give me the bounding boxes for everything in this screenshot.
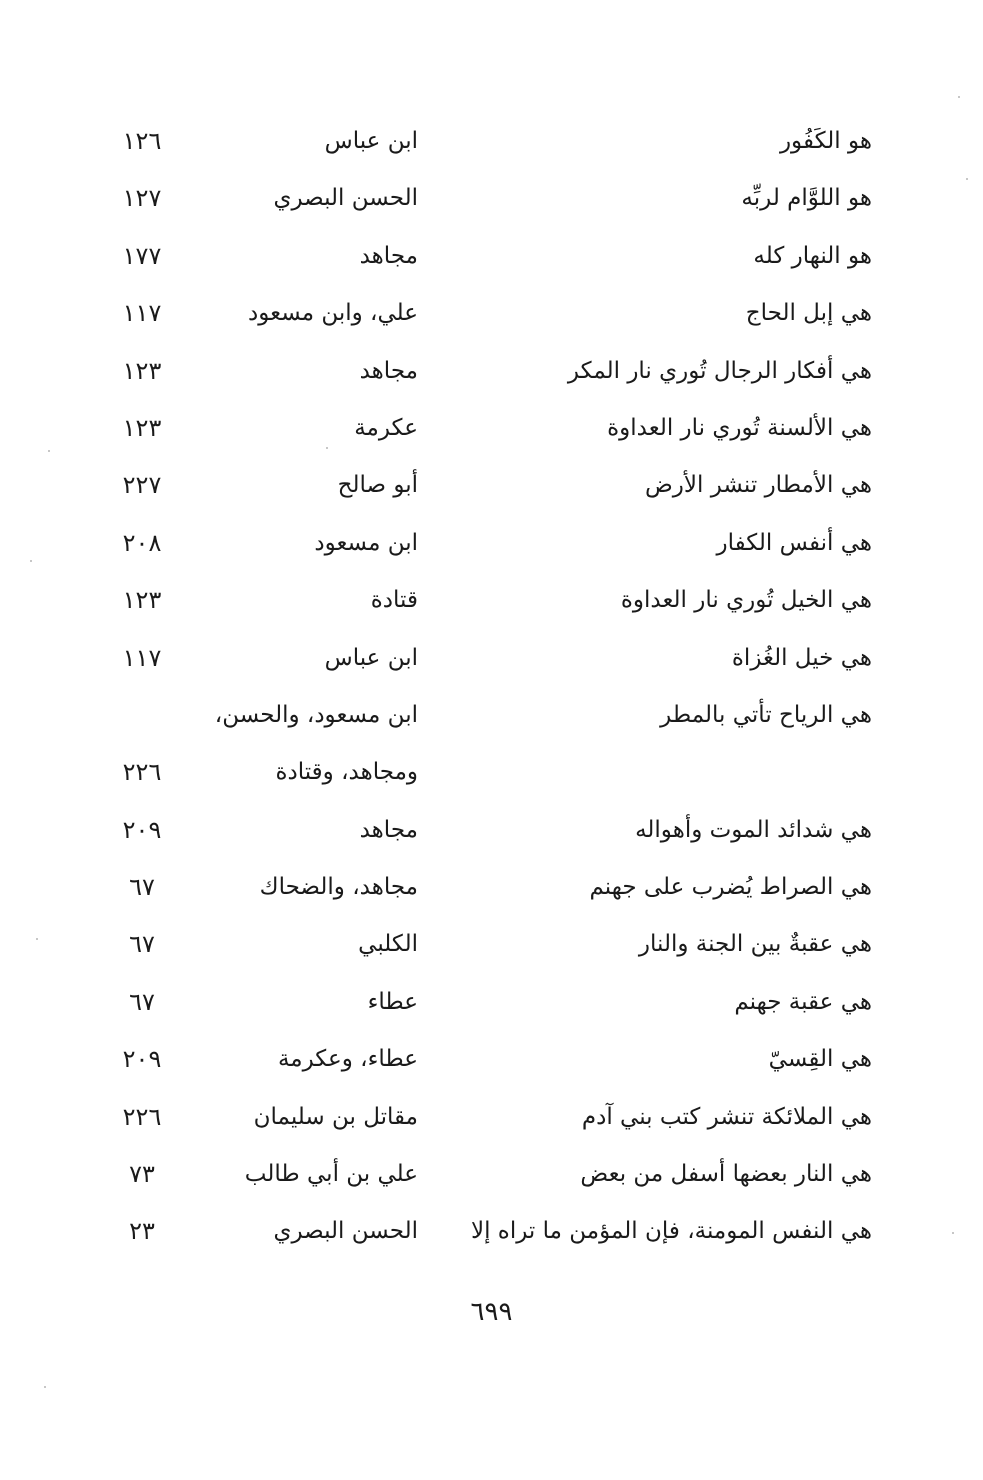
index-row <box>80 631 880 688</box>
index-narrator: ومجاهد، وقتادة <box>275 759 418 786</box>
index-narrator: قتادة <box>370 587 418 614</box>
index-row <box>80 286 880 343</box>
index-phrase: هي القِسيّ <box>768 1046 872 1073</box>
index-narrator: مجاهد <box>359 816 418 843</box>
page-number: ٦٩٩ <box>470 1297 513 1327</box>
index-phrase: هي عقبة جهنم <box>734 988 872 1015</box>
index-row <box>80 917 880 974</box>
index-phrase: هي أنفس الكفار <box>716 529 872 556</box>
index-row <box>80 975 880 1032</box>
index-row <box>80 171 880 228</box>
index-narrator: الحسن البصري <box>273 185 418 212</box>
index-page-ref: ٢٢٦ <box>122 1102 162 1131</box>
index-phrase: هي الملائكة تنشر كتب بني آدم <box>581 1103 872 1130</box>
index-table <box>80 114 880 1262</box>
index-row <box>80 401 880 458</box>
scan-speck <box>36 938 38 940</box>
index-page-ref: ١١٧ <box>122 299 162 328</box>
index-narrator: علي بن أبي طالب <box>244 1161 418 1188</box>
index-row <box>80 745 880 802</box>
index-phrase: هي النار بعضها أسفل من بعض <box>580 1161 872 1188</box>
index-page-ref: ٢٠٩ <box>122 815 162 844</box>
index-narrator: عطاء، وعكرمة <box>277 1046 418 1073</box>
scan-speck <box>952 1232 954 1234</box>
index-narrator: أبو صالح <box>337 472 418 499</box>
index-page-ref: ١٧٧ <box>122 241 162 270</box>
scan-speck <box>966 178 968 180</box>
index-narrator: ابن عباس <box>324 128 418 154</box>
index-phrase: هي الصراط يُضرب على جهنم <box>589 874 872 901</box>
index-row <box>80 1204 880 1261</box>
index-phrase: هي إبل الحاج <box>745 300 872 327</box>
index-phrase: هي عقبةٌ بين الجنة والنار <box>638 931 872 958</box>
index-page-ref: ٦٧ <box>129 987 155 1016</box>
index-phrase: هو الكَفُور <box>779 128 872 154</box>
index-page-ref: ٢٠٨ <box>122 528 162 557</box>
index-page-ref: ٦٧ <box>129 930 155 959</box>
index-narrator: علي، وابن مسعود <box>247 300 418 327</box>
scan-speck <box>48 450 50 452</box>
index-page-ref: ٢٣ <box>129 1217 155 1246</box>
index-phrase: هي الأمطار تنشر الأرض <box>644 472 872 499</box>
index-page-ref: ١١٧ <box>122 643 162 672</box>
index-row <box>80 860 880 917</box>
index-row <box>80 114 880 171</box>
index-page-ref: ١٢٣ <box>122 356 162 385</box>
index-phrase: هي الألسنة تُوري نار العداوة <box>607 414 872 441</box>
index-row <box>80 1032 880 1089</box>
scan-speck <box>30 560 32 562</box>
index-row <box>80 1090 880 1147</box>
index-narrator: مجاهد <box>359 357 418 384</box>
index-phrase: هي الرياح تأتي بالمطر <box>660 701 872 728</box>
scan-speck <box>326 447 328 449</box>
index-row <box>80 1147 880 1204</box>
index-row <box>80 573 880 630</box>
index-row <box>80 229 880 286</box>
index-page-ref: ١٢٧ <box>122 184 162 213</box>
index-narrator: مجاهد <box>359 242 418 269</box>
index-phrase: هي أفكار الرجال تُوري نار المكر <box>567 357 872 384</box>
index-phrase: هي الخيل تُوري نار العداوة <box>620 587 872 614</box>
index-narrator: ابن عباس <box>324 644 418 671</box>
scan-speck <box>44 1386 46 1388</box>
index-narrator: مقاتل بن سليمان <box>253 1103 418 1130</box>
index-page-ref: ٢٢٦ <box>122 758 162 787</box>
index-narrator: ابن مسعود، والحسن، <box>214 701 418 728</box>
index-page-ref: ١٢٣ <box>122 586 162 615</box>
index-narrator: عكرمة <box>354 414 418 441</box>
index-page-ref: ٧٣ <box>129 1160 155 1189</box>
index-row <box>80 344 880 401</box>
index-narrator: عطاء <box>367 988 418 1015</box>
index-row <box>80 516 880 573</box>
index-phrase: هو اللوَّام لربِّه <box>741 185 872 212</box>
index-phrase: هي شدائد الموت وأهواله <box>635 816 872 843</box>
index-row <box>80 688 880 745</box>
index-page-ref: ١٢٦ <box>122 127 162 155</box>
index-row <box>80 458 880 515</box>
index-page-ref: ٢٢٧ <box>122 471 162 500</box>
index-row <box>80 803 880 860</box>
index-narrator: ابن مسعود <box>314 529 418 556</box>
index-narrator: الحسن البصري <box>273 1218 418 1245</box>
index-page-ref: ٦٧ <box>129 873 155 902</box>
scan-speck <box>958 96 960 98</box>
index-narrator: مجاهد، والضحاك <box>259 874 418 901</box>
index-phrase: هي خيل الغُزاة <box>731 644 872 671</box>
index-phrase: هي النفس المومنة، فإن المؤمن ما تراه إلا <box>470 1218 872 1245</box>
index-page-ref: ٢٠٩ <box>122 1045 162 1074</box>
index-page-ref: ١٢٣ <box>122 413 162 442</box>
index-phrase: هو النهار كله <box>753 242 872 269</box>
index-narrator: الكلبي <box>358 931 418 958</box>
